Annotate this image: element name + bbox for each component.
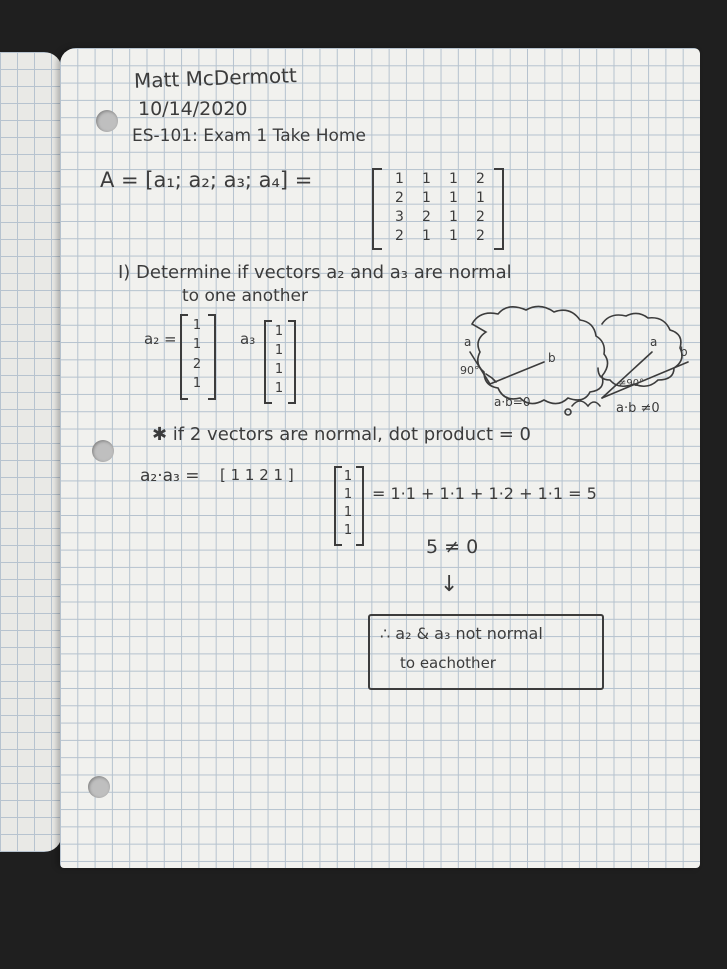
vector-a2-entry: 2 — [192, 356, 202, 372]
notebook-page — [60, 48, 700, 868]
vector-b-line-left — [490, 362, 544, 384]
matrix-cell: 2 — [476, 228, 485, 244]
date: 10/14/2020 — [138, 98, 248, 120]
course-title: ES-101: Exam 1 Take Home — [132, 126, 366, 146]
vector-a2-entry: 1 — [192, 376, 202, 392]
matrix-cell: 2 — [476, 209, 485, 225]
matrix-cell: 1 — [449, 209, 458, 225]
vector-a3-entry: 1 — [274, 380, 284, 396]
column-vector-entry: 1 — [343, 469, 353, 484]
matrix-cell: 1 — [422, 228, 431, 244]
vector-a2 — [188, 316, 206, 394]
result-not-equal: 5 ≠ 0 — [426, 536, 479, 558]
thought-cloud-outline-right — [598, 313, 682, 386]
vector-a3-entry: 1 — [274, 361, 284, 377]
vector-a2-entry: 1 — [192, 317, 202, 333]
vector-a2-entry: 1 — [192, 337, 202, 353]
dot-product-rule: ✱ if 2 vectors are normal, dot product = 0 — [152, 424, 532, 445]
problem-line-1: I) Determine if vectors a₂ and a₃ are normal — [118, 262, 512, 283]
column-vector-entry: 1 — [343, 487, 353, 502]
sketch-right-b: b — [680, 345, 688, 359]
vector-a3-right-bracket — [288, 320, 296, 404]
vector-a2-right-bracket — [208, 314, 216, 400]
dot-product-result: = 1·1 + 1·1 + 1·2 + 1·1 = 5 — [372, 484, 597, 503]
vector-a3 — [272, 322, 286, 398]
sketch-right-a: a — [650, 335, 658, 349]
column-vector-entry: 1 — [343, 505, 353, 520]
matrix-cell: 1 — [449, 171, 458, 187]
matrix-left-bracket — [372, 168, 382, 250]
vector-b-line-right — [602, 362, 688, 398]
problem-line-2: to one another — [182, 286, 308, 306]
matrix-cell: 2 — [422, 209, 431, 225]
dot-product-lhs: a₂·a₃ = — [140, 466, 200, 486]
conclusion-line-2: to eachother — [400, 654, 496, 672]
vector-a3-entry: 1 — [274, 323, 284, 339]
dot-product-row-vector: [ 1 1 2 1 ] — [220, 466, 294, 484]
matrix-definition: A = [a₁; a₂; a₃; a₄] = — [100, 168, 313, 192]
cloud-tail — [572, 401, 600, 406]
matrix-cell: 1 — [449, 228, 458, 244]
matrix-cell: 1 — [476, 190, 485, 206]
dot-product-column-vector — [342, 468, 354, 540]
vector-a3-left-bracket — [264, 320, 272, 404]
sketch-left-a: a — [464, 335, 472, 349]
column-left-bracket — [334, 466, 342, 546]
sketch-left-eq: a·b=0 — [494, 395, 531, 409]
matrix-cell: 3 — [395, 209, 404, 225]
sketch-left-angle: 90° — [460, 364, 480, 377]
sketch-left-b: b — [548, 351, 556, 365]
matrix-cell: 1 — [449, 190, 458, 206]
author-name: Matt McDermott — [133, 63, 298, 93]
column-vector-entry: 1 — [343, 523, 353, 538]
matrix-cell: 2 — [476, 171, 485, 187]
vector-a2-left-bracket — [180, 314, 188, 400]
matrix-cell: 2 — [395, 228, 404, 244]
vector-a-line-right — [602, 352, 652, 398]
sketch-right-angle: ≠90° — [618, 378, 645, 389]
matrix-cell: 1 — [422, 171, 431, 187]
matrix-cell: 1 — [395, 171, 404, 187]
conclusion-box — [368, 614, 604, 690]
vector-a2-label: a₂ = — [144, 330, 177, 348]
vector-a3-entry: 1 — [274, 342, 284, 358]
punch-hole-top — [96, 110, 118, 132]
thought-cloud-outline — [472, 306, 608, 403]
conclusion-line-1: ∴ a₂ & a₃ not normal — [380, 624, 543, 643]
cloud-dot — [565, 409, 571, 415]
column-right-bracket — [356, 466, 364, 546]
matrix-right-bracket — [494, 168, 504, 250]
vector-a3-label: a₃ — [240, 330, 256, 348]
sketch-right-eq: a·b ≠0 — [616, 401, 660, 416]
punch-hole-bottom — [88, 776, 110, 798]
down-arrow-icon: ↓ — [440, 572, 459, 597]
left-notebook-page — [0, 52, 62, 852]
matrix-cell: 2 — [395, 190, 404, 206]
vector-sketch — [452, 288, 692, 418]
matrix-a — [386, 170, 494, 246]
punch-hole-middle — [92, 440, 114, 462]
matrix-cell: 1 — [422, 190, 431, 206]
